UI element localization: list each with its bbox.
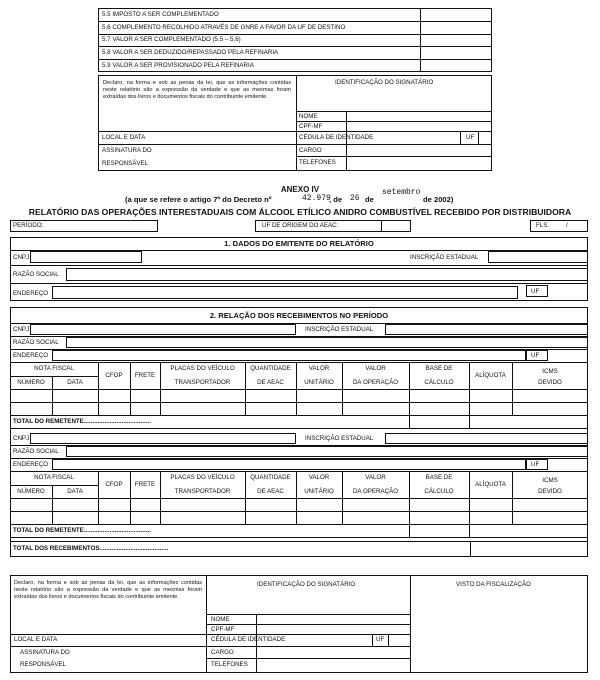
label-nome: NOME — [299, 113, 318, 120]
g2-col-cfop: CFOP — [105, 481, 123, 488]
col-line — [98, 471, 99, 524]
label-cargo: CARGO — [299, 147, 322, 154]
s1-cnpj-field[interactable] — [30, 251, 142, 263]
g1-col-numero: NÚMERO — [17, 379, 45, 386]
g2-label-uf: UF — [531, 461, 540, 468]
col-line — [52, 485, 53, 524]
total-recebimentos-label: TOTAL DOS RECEBIMENTOS........................................ — [13, 545, 169, 552]
s1-label-cnpj: CNPJ — [13, 254, 30, 261]
g1-col-placas: PLACAS DO VEÍCULO — [170, 365, 235, 372]
row-line — [10, 498, 588, 499]
row-line — [10, 362, 588, 363]
g1-col-valor-1: VALOR — [308, 365, 330, 372]
col-line — [296, 362, 297, 415]
col-line — [460, 131, 461, 144]
decree-number: 42.979 — [302, 194, 331, 203]
g1-endereco-field[interactable] — [52, 350, 526, 361]
bottom-label-local-data: LOCAL E DATA — [14, 636, 58, 643]
signer-title: IDENTIFICAÇÃO DO SIGNATÁRIO — [335, 79, 434, 86]
g1-col-frete: FRETE — [134, 372, 156, 379]
g1-col-unitario: UNITÁRIO — [304, 379, 334, 386]
item-5-5: 5.5 IMPOSTO A SER COMPLEMENTADO — [102, 11, 219, 18]
top-items-divider — [420, 8, 421, 72]
g2-cnpj-field[interactable] — [30, 433, 296, 444]
row-line — [10, 471, 588, 472]
g1-col-transportador: TRANSPORTADOR — [174, 379, 231, 386]
g2-col-devido: DEVIDO — [538, 488, 562, 495]
g2-total-remetente: TOTAL DO REMETENTE....................................... — [13, 527, 151, 534]
g2-col-frete: FRETE — [134, 481, 156, 488]
row-line — [98, 34, 492, 35]
visto-fiscalizacao: VISTO DA FISCALIZAÇÃO — [456, 581, 531, 588]
g2-col-base: BASE DE — [425, 474, 453, 481]
item-5-8: 5.8 VALOR A SER DEDUZIDO/REPASSADO PELA REFINARIA — [102, 49, 279, 56]
g1-col-aliquota: ALÍQUOTA — [475, 372, 506, 379]
row-line — [98, 46, 492, 47]
col-line — [245, 362, 246, 415]
row-line — [206, 658, 410, 659]
bottom-label-cargo: CARGO — [211, 649, 234, 656]
label-responsavel: RESPONSÁVEL — [102, 160, 149, 167]
s1-label-uf: UF — [531, 288, 540, 295]
col-line — [469, 362, 470, 415]
g2-col-placas: PLACAS DO VEÍCULO — [170, 474, 235, 481]
g1-col-valor-2: VALOR — [365, 365, 386, 372]
row-line — [10, 402, 588, 403]
row-line — [98, 21, 492, 22]
g2-col-valor-1: VALOR — [308, 474, 330, 481]
bottom-label-cpf: CPF-MF — [211, 626, 235, 633]
g2-razao-field[interactable] — [66, 446, 588, 457]
label-fls: FLS. — [536, 222, 550, 229]
g2-col-data: DATA — [67, 488, 83, 495]
col-line — [512, 362, 513, 415]
g2-col-da-operacao: DA OPERAÇÃO — [352, 488, 399, 495]
g1-col-da-operacao: DA OPERAÇÃO — [352, 379, 399, 386]
s1-label-endereco: ENDEREÇO — [13, 290, 49, 297]
col-line — [296, 471, 297, 524]
section2-title: 2. RELAÇÃO DOS RECEBIMENTOS NO PERÍODO — [209, 311, 389, 320]
row-line — [206, 624, 410, 625]
g2-col-numero: NÚMERO — [17, 488, 45, 495]
declaration-text: Declaro, na forma e sob as penas da lei, que as informações contidas neste relatório são a expressão da verdade e que as mesmas foram extraídas dos livros e documentos fiscais do contribuinte emitente. — [103, 80, 291, 100]
col-line — [478, 131, 479, 144]
label-periodo: PERÍODO: — [13, 222, 44, 229]
row-line — [296, 156, 492, 157]
g2-label-cnpj: CNPJ — [13, 435, 30, 442]
col-line — [409, 415, 410, 428]
row-line — [98, 144, 492, 145]
g1-label-uf: UF — [531, 352, 540, 359]
label-assinatura: ASSINATURA DO — [102, 147, 152, 154]
row-line — [10, 634, 410, 635]
row-line — [296, 121, 492, 122]
item-5-9: 5.9 VALOR A SER PROVISIONADO PELA REFINARIA — [102, 62, 254, 69]
g1-col-calculo: CÁLCULO — [424, 379, 454, 386]
label-uf-origem: UF DE ORIGEM DO AEAC: — [262, 222, 339, 229]
g2-label-endereco: ENDEREÇO — [13, 461, 49, 468]
g2-label-razao: RAZÃO SOCIAL — [13, 448, 59, 455]
g2-col-icms: ICMS — [542, 477, 558, 484]
col-line — [512, 471, 513, 524]
g1-label-cnpj: CNPJ — [13, 326, 30, 333]
s1-label-razao: RAZÃO SOCIAL — [13, 271, 59, 278]
col-line — [372, 634, 373, 646]
bottom-label-uf: UF — [376, 636, 385, 643]
col-line — [342, 471, 343, 524]
col-line — [469, 524, 470, 537]
bottom-signer-title: IDENTIFICAÇÃO DO SIGNATÁRIO — [257, 581, 356, 588]
row-line — [10, 376, 98, 377]
row-line — [10, 428, 588, 429]
row-line — [10, 265, 588, 266]
g2-col-aliquota: ALÍQUOTA — [475, 481, 506, 488]
row-line — [10, 389, 588, 390]
decree-month: setembro — [382, 188, 421, 197]
g1-label-ie: INSCRIÇÃO ESTADUAL — [305, 326, 374, 333]
subtitle-year: de 2002) — [423, 195, 454, 204]
bottom-declaration-text: Declaro, na forma e sob as penas da lei, que as informações contidas neste relatório são a expressão da verdade e que as mesmas foram extraídas dos livros e documentos fiscais do contribuinte emitente. — [14, 580, 202, 600]
s1-razao-field[interactable] — [66, 268, 588, 281]
g2-col-calculo: CÁLCULO — [424, 488, 454, 495]
row-line — [10, 511, 588, 512]
g1-ie-field[interactable] — [385, 324, 588, 335]
g1-label-razao: RAZÃO SOCIAL — [13, 339, 59, 346]
g1-razao-field[interactable] — [66, 337, 588, 348]
col-line — [409, 471, 410, 524]
g1-col-de-aeac: DE AEAC — [257, 379, 284, 386]
col-line — [160, 471, 161, 524]
subtitle-pre: (a que se refere o artigo 7º do Decreto nº — [125, 195, 272, 204]
g1-col-devido: DEVIDO — [538, 379, 562, 386]
row-line — [10, 485, 98, 486]
row-line — [296, 111, 492, 112]
col-line — [410, 575, 411, 673]
s1-uf-field[interactable] — [526, 285, 548, 297]
g2-col-unitario: UNITÁRIO — [304, 488, 334, 495]
subtitle-mid: , de — [329, 195, 343, 204]
g2-label-ie: INSCRIÇÃO ESTADUAL — [305, 435, 374, 442]
row-line — [10, 524, 588, 525]
g1-cnpj-field[interactable] — [30, 324, 296, 335]
g1-uf-field[interactable] — [526, 350, 548, 361]
row-line — [10, 537, 588, 538]
label-telefones: TELEFONES — [299, 159, 336, 166]
g1-total-remetente: TOTAL DO REMETENTE....................................... — [13, 418, 151, 425]
subtitle-de: de — [365, 195, 374, 204]
bottom-label-cedula: CÉDULA DE IDENTIDADE — [211, 636, 286, 643]
g2-ie-field[interactable] — [385, 433, 588, 444]
col-line — [409, 362, 410, 415]
bottom-label-assinatura: ASSINATURA DO — [20, 649, 70, 656]
label-cedula: CÉDULA DE IDENTIDADE — [299, 134, 374, 141]
col-line — [469, 471, 470, 524]
g2-col-nota-fiscal: NOTA FISCAL — [34, 474, 74, 481]
col-line — [160, 362, 161, 415]
g1-label-endereco: ENDEREÇO — [13, 352, 49, 359]
row-line — [206, 614, 410, 615]
fls-slash: / — [566, 222, 568, 229]
row-line — [10, 415, 588, 416]
col-line — [98, 362, 99, 415]
label-local-data: LOCAL E DATA — [102, 134, 146, 141]
bottom-label-responsavel: RESPONSÁVEL — [20, 661, 67, 668]
g2-col-quantidade: QUANTIDADE — [250, 474, 291, 481]
row-line — [98, 131, 492, 132]
g1-col-nota-fiscal: NOTA FISCAL — [34, 365, 74, 372]
col-line — [470, 541, 471, 557]
col-line — [409, 524, 410, 537]
g1-col-cfop: CFOP — [105, 372, 123, 379]
g1-col-data: DATA — [67, 379, 83, 386]
label-cpf: CPF-MF — [299, 123, 323, 130]
s1-label-ie: INSCRIÇÃO ESTADUAL — [410, 254, 479, 261]
bottom-label-telefones: TELEFONES — [211, 661, 248, 668]
label-uf: UF — [466, 134, 475, 141]
g2-col-de-aeac: DE AEAC — [257, 488, 284, 495]
section1-title: 1. DADOS DO EMITENTE DO RELATÓRIO — [224, 239, 374, 248]
col-line — [130, 362, 131, 415]
g2-col-valor-2: VALOR — [365, 474, 386, 481]
col-line — [388, 634, 389, 646]
row-line — [10, 541, 588, 542]
col-line — [256, 614, 257, 673]
report-title: RELATÓRIO DAS OPERAÇÕES INTERESTADUAIS COM ÁLCOOL ETÍLICO ANIDRO COMBUSTÍVEL RECEBIDO POR DISTRIBUIDORA — [28, 207, 572, 217]
item-5-6: 5.6 COMPLEMENTO RECOLHIDO ATRAVÉS DE GNRE A FAVOR DA UF DE DESTINO — [102, 24, 346, 31]
col-line — [52, 376, 53, 415]
g2-endereco-field[interactable] — [52, 459, 526, 470]
g1-col-base: BASE DE — [425, 365, 453, 372]
row-line — [10, 646, 410, 647]
annex-title: ANEXO IV — [280, 185, 320, 194]
g2-col-transportador: TRANSPORTADOR — [174, 488, 231, 495]
g2-uf-field[interactable] — [526, 459, 548, 470]
col-line — [381, 220, 382, 232]
bottom-label-nome: NOME — [211, 616, 230, 623]
g1-col-quantidade: QUANTIDADE — [250, 365, 291, 372]
row-line — [98, 59, 492, 60]
s1-ie-field[interactable] — [488, 251, 588, 263]
col-line — [469, 415, 470, 428]
col-line — [342, 362, 343, 415]
col-line — [130, 471, 131, 524]
item-5-7: 5.7 VALOR A SER COMPLEMENTADO (5.5 – 5.6) — [102, 36, 241, 43]
decree-day: 26 — [350, 194, 360, 203]
row-line — [10, 283, 588, 284]
g1-col-icms: ICMS — [542, 368, 558, 375]
col-line — [245, 471, 246, 524]
s1-endereco-field[interactable] — [52, 286, 518, 299]
